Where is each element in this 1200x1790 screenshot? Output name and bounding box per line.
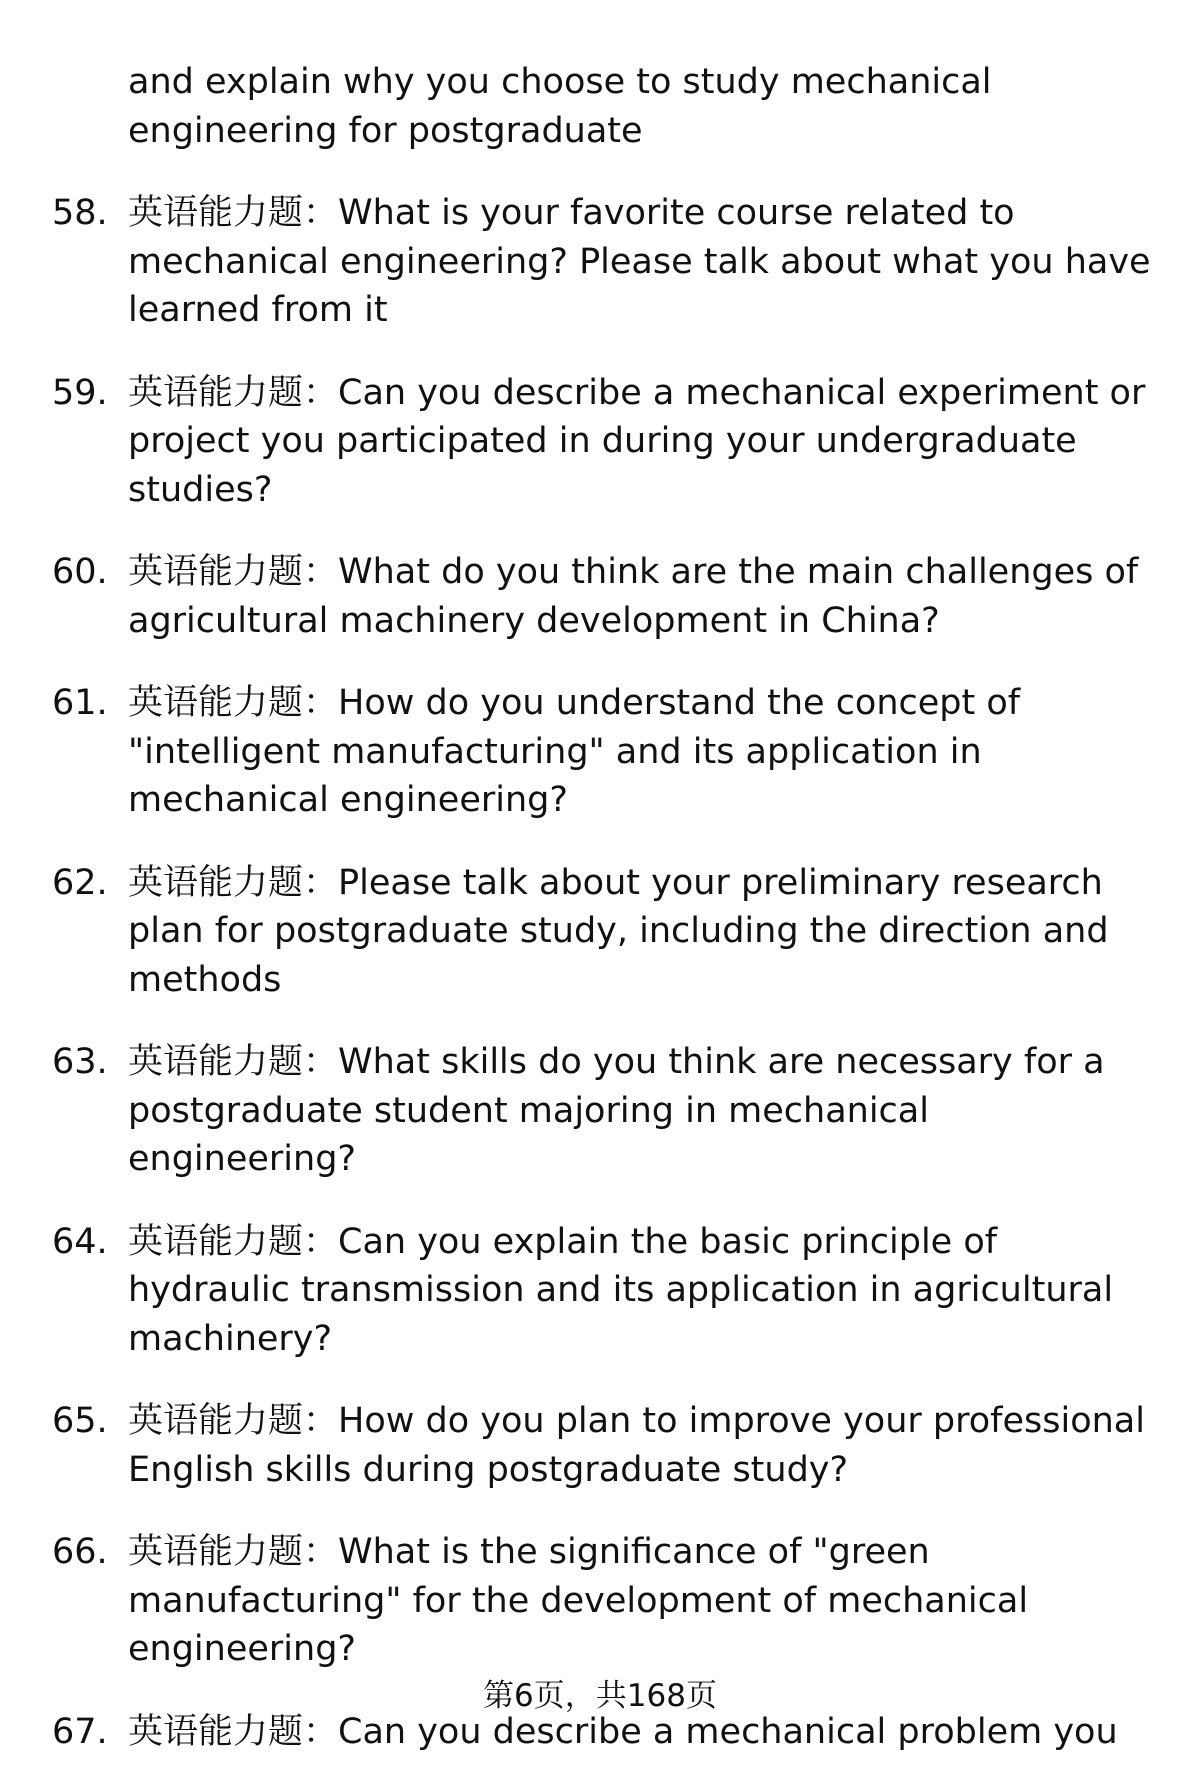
question-text: Can you describe a mechanical experiment or project you participated in during your undergraduate studies? (128, 372, 1146, 510)
question-number: 59. (52, 372, 108, 413)
question-label: 英语能力题： (128, 1401, 339, 1441)
question-label: 英语能力题： (128, 1221, 339, 1262)
question-item (0, 1397, 1158, 1494)
question-item (0, 369, 1158, 515)
question-number: 61. (52, 683, 108, 723)
question-label: 英语能力题： (128, 862, 339, 903)
question-number: 64. (52, 1221, 108, 1262)
question-number: 65. (52, 1401, 108, 1441)
question-item (0, 1038, 1158, 1184)
question-item (0, 679, 1158, 825)
question-label: 英语能力题： (128, 1042, 339, 1082)
question-number: 58. (52, 193, 108, 233)
question-number: 67. (52, 1711, 108, 1752)
question-label: 英语能力题： (128, 552, 339, 592)
question-number: 62. (52, 862, 108, 903)
question-item (0, 1528, 1158, 1674)
question-number: 66. (52, 1532, 108, 1572)
question-text: What do you think are the main challenges of agricultural machinery development in China? (128, 552, 1139, 641)
question-label: 英语能力题： (128, 193, 339, 233)
question-list (0, 58, 1200, 1790)
question-text: Can you explain the basic principle of hydraulic transmission and its application in agricultural machinery? (128, 1221, 1114, 1359)
question-text: What is your favorite course related to mechanical engineering? Please talk about what you have learned from it (128, 193, 1151, 330)
question-text: What is the significance of "green manufacturing" for the development of mechanical engineering? (128, 1532, 1029, 1669)
question-number: 63. (52, 1042, 108, 1082)
question-text: How do you plan to improve your professional English skills during postgraduate study? (128, 1401, 1145, 1490)
page-footer: 第6页，共168页 (483, 1678, 717, 1714)
question-label: 英语能力题： (128, 683, 339, 723)
question-label: 英语能力题： (128, 372, 339, 413)
question-text: Please talk about your preliminary research plan for postgraduate study, including the direction and methods (128, 862, 1109, 1000)
question-label: 英语能力题： (128, 1711, 339, 1752)
question-item (0, 1218, 1158, 1364)
question-item (0, 859, 1158, 1005)
question-text: How do you understand the concept of "intelligent manufacturing" and its application in mechanical engineering? (128, 683, 1021, 820)
question-item (0, 189, 1158, 335)
question-label: 英语能力题： (128, 1532, 339, 1572)
question-number: 60. (52, 552, 108, 592)
carryover-text: and explain why you choose to study mechanical engineering for postgraduate (128, 62, 992, 151)
question-item (0, 548, 1158, 645)
question-text: Can you describe a mechanical problem you (338, 1711, 1118, 1752)
question-text: What skills do you think are necessary for a postgraduate student majoring in mechanical engineering? (128, 1042, 1105, 1179)
